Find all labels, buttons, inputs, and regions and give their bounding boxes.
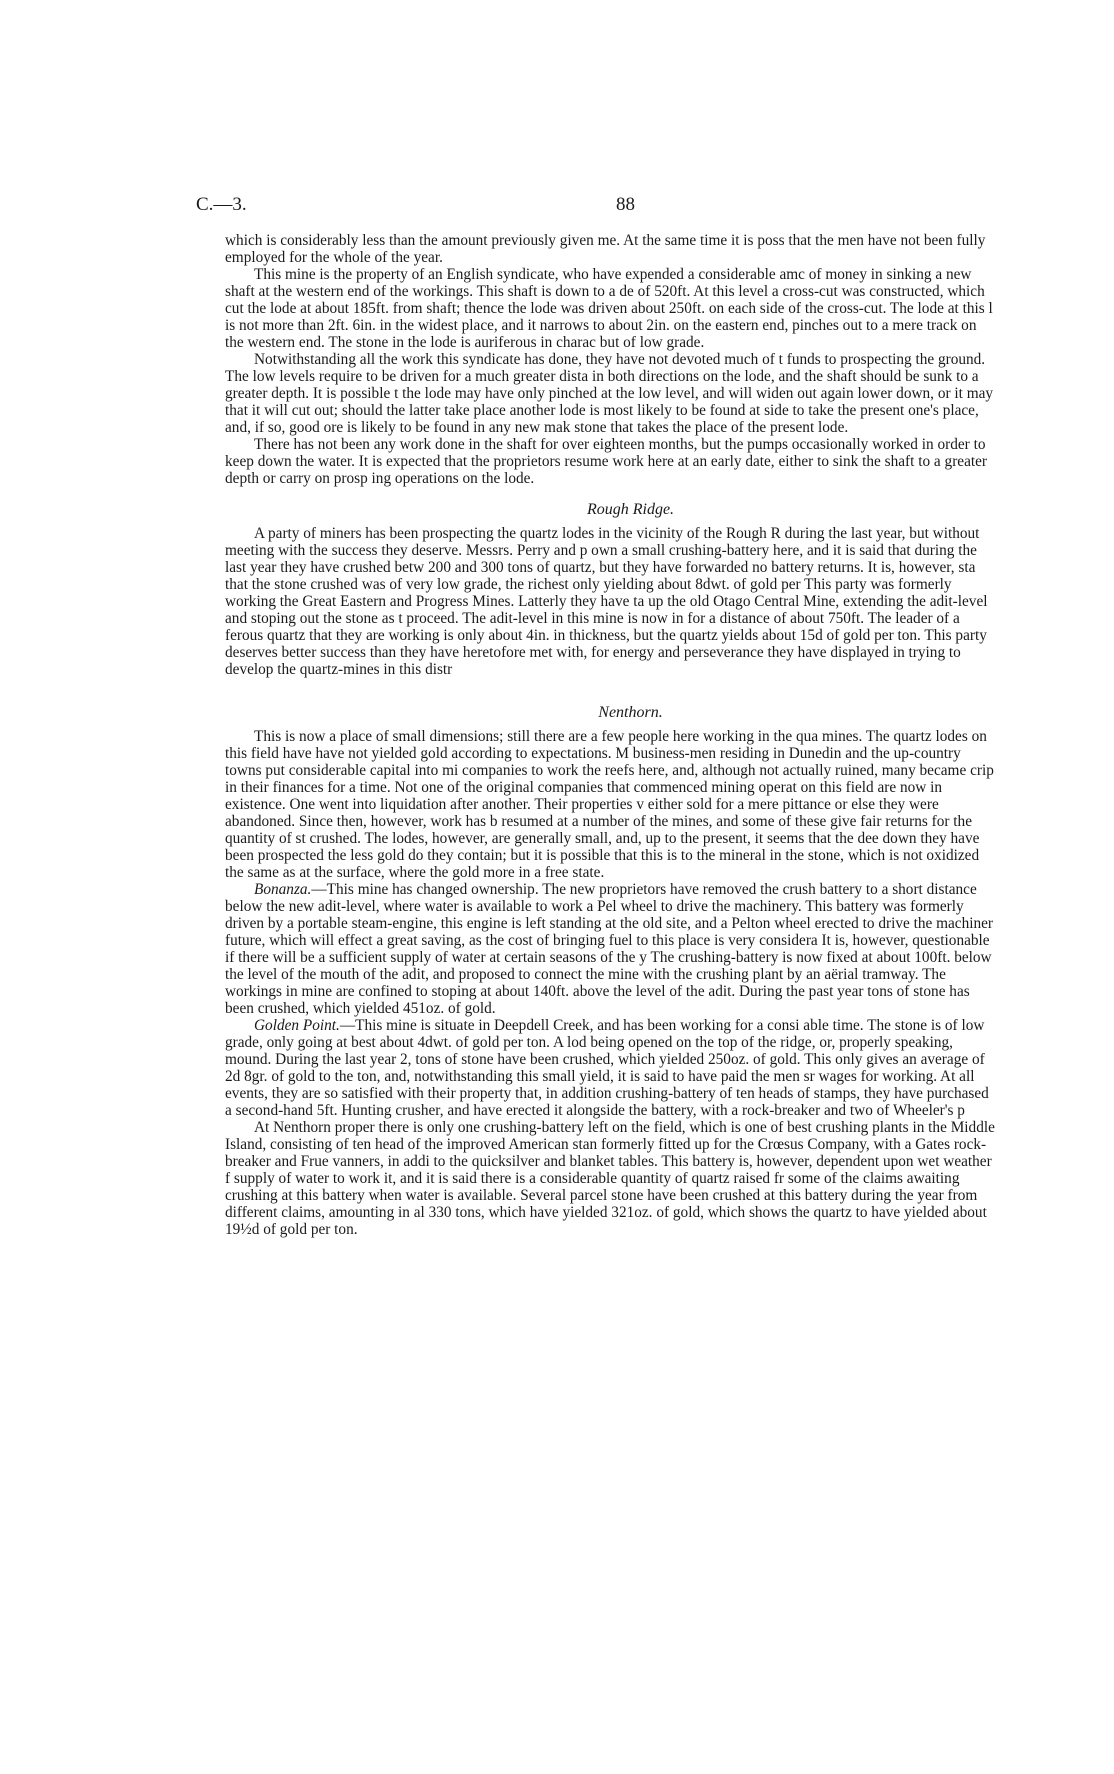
- golden-point-text: —This mine is situate in Deepdell Creek, and has been working for a consi able time. The stone is of low grade, only going at best about 4dwt. of gold per ton. A lod being opened on the top of the ridge, or, properly speaking, mound. During the last year 2, tons of stone have been crushed, which yielded 250oz. of gold. This only gives an average of 2d 8gr. of gold to the ton, and, notwithstanding this small yield, it is said to have paid the men sr wages for working. At all events, they are so satisfied with their property that, in addition crushing-battery of ten heads of stamps, they have purchased a second-hand 5ft. Hunting crusher, and have erected it alongside the battery, with a rock-breaker and two of Wheeler's p: [225, 1017, 989, 1119]
- paragraph: Notwithstanding all the work this syndicate has done, they have not devoted much of t funds to prospecting the ground. The low levels require to be driven for a much greater dista in both directions on the lode, and the shaft should be sunk to a greater depth. It is possible t the lode may have only pinched at the low level, and will widen out again lower down, or it may that it will cut out; should the latter take place another lode is most likely to be found at side to take the present one's place, and, if so, good ore is likely to be found in any new mak stone that takes the place of the present lode.: [225, 351, 994, 436]
- bonanza-text: —This mine has changed ownership. The new proprietors have removed the crush battery to a short distance below the new adit-level, where water is available to work a Pel wheel to drive the machinery. This battery was formerly driven by a portable steam-engine, this engine is left standing at the old site, and a Pelton wheel erected to drive the machiner future, which will effect a great saving, as the cost of bringing fuel to this place is very considera It is, however, questionable if there will be a sufficient supply of water at certain seasons of the y The crushing-battery is now fixed at about 100ft. below the level of the mouth of the adit, and proposed to connect the mine with the crushing plant by an aërial tramway. The workings in mine are confined to stoping at about 140ft. above the level of the adit. During the past year tons of stone has been crushed, which yielded 451oz. of gold.: [225, 881, 993, 1017]
- document-body: [225, 232, 996, 1238]
- paragraph: which is considerably less than the amount previously given me. At the same time it is poss that the men have not been fully employed for the whole of the year.: [225, 232, 986, 266]
- page-header: [196, 194, 1096, 220]
- section-heading-nenthorn: Nenthorn.: [598, 704, 663, 721]
- bonanza-lead: Bonanza.: [254, 881, 312, 898]
- paragraph-golden-point: [225, 1017, 996, 1119]
- paragraph: This is now a place of small dimensions; still there are a few people here working in the qua mines. The quartz lodes on this field have have not yielded gold according to expectations. M business-men residing in Dunedin and the up-country towns put considerable capital into mi companies to work the reefs here, and, although not actually ruined, many became crip in their finances for a time. Not one of the original companies that commenced mining operat on this field are now in existence. One went into liquidation after another. Their properties v either sold for a mere pittance or else they were abandoned. Since then, however, work has b resumed at a number of the mines, and some of these give fair returns for the quantity of st crushed. The lodes, however, are generally small, and, up to the present, it seems that the dee down they have been prospected the less gold do they contain; but it is possible that this is to the mineral in the stone, which is not oxidized the same as at the surface, where the gold more in a free state.: [225, 728, 994, 881]
- document-reference: C.—3.: [196, 194, 247, 215]
- paragraph: This mine is the property of an English syndicate, who have expended a considerable amc of money in sinking a new shaft at the western end of the workings. This shaft is down to a de of 520ft. At this level a cross-cut was constructed, which cut the lode at about 185ft. from shaft; thence the lode was driven about 250ft. on each side of the cross-cut. The lode at this l is not more than 2ft. 6in. in the widest place, and it narrows to about 2in. on the eastern end, pinches out to a mere track on the western end. The stone in the lode is auriferous in charac but of low grade.: [225, 266, 993, 351]
- golden-point-lead: Golden Point.: [254, 1017, 340, 1034]
- paragraph-bonanza: [225, 881, 996, 1017]
- section-heading-rough-ridge: Rough Ridge.: [586, 501, 675, 518]
- paragraph: There has not been any work done in the shaft for over eighteen months, but the pumps occasionally worked in order to keep down the water. It is expected that the proprietors resume work here at an early date, either to sink the shaft to a greater depth or carry on prosp ing operations on the lode.: [225, 436, 987, 487]
- paragraph: At Nenthorn proper there is only one crushing-battery left on the field, which is one of best crushing plants in the Middle Island, consisting of ten head of the improved American stan formerly fitted up for the Crœsus Company, with a Gates rock-breaker and Frue vanners, in addi to the quicksilver and blanket tables. This battery is, however, dependent upon wet weather f supply of water to work it, and it is said there is a considerable quantity of quartz raised fr some of the claims awaiting crushing at this battery when water is available. Several parcel stone have been crushed at this battery during the year from different claims, amounting in al 330 tons, which have yielded 321oz. of gold, which shows the quartz to have yielded about 19½d of gold per ton.: [225, 1119, 995, 1238]
- paragraph: A party of miners has been prospecting the quartz lodes in the vicinity of the Rough R during the last year, but without meeting with the success they deserve. Messrs. Perry and p own a small crushing-battery here, and it is said that during the last year they have crushed betw 200 and 300 tons of quartz, but they have forwarded no battery returns. It is, however, sta that the stone crushed was of very low grade, the richest only yielding about 8dwt. of gold per This party was formerly working the Great Eastern and Progress Mines. Latterly they have ta up the old Otago Central Mine, extending the adit-level and stoping out the stone as t proceed. The adit-level in this mine is now in for a distance of about 750ft. The leader of a ferous quartz that they are working is only about 4in. in thickness, but the quartz yields about 15d of gold per ton. This party deserves better success than they have heretofore met with, for energy and perseverance they have displayed in trying to develop the quartz-mines in this distr: [225, 525, 988, 678]
- page-number: 88: [616, 194, 635, 215]
